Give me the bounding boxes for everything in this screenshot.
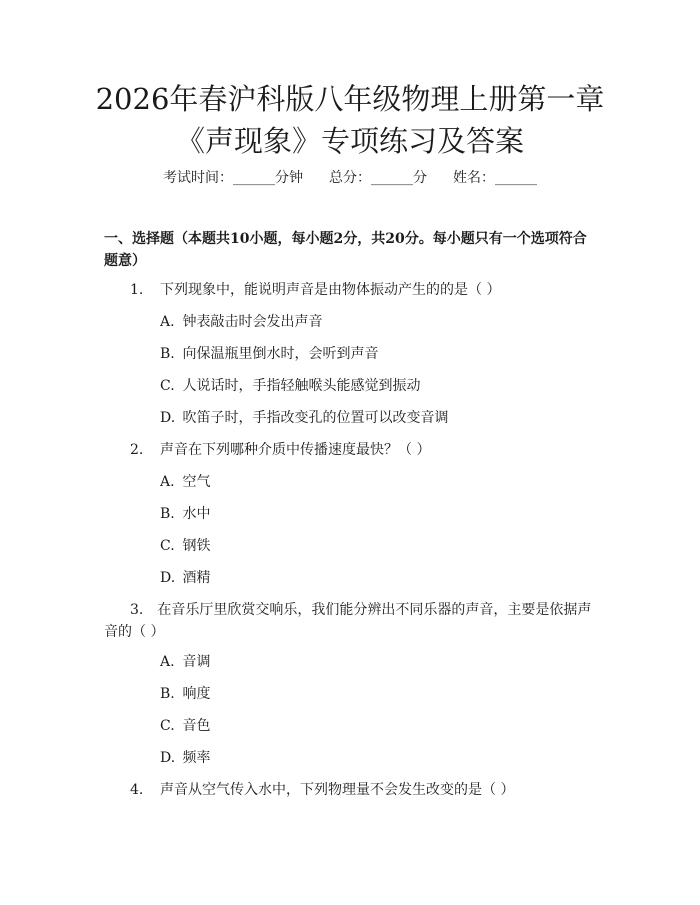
document-title: 2026年春沪科版八年级物理上册第一章《声现象》专项练习及答案 (95, 82, 605, 158)
question-number: 4. (130, 782, 144, 798)
question-text: 声音在下列哪种介质中传播速度最快？（ ） (160, 442, 431, 458)
question-text: 3. 在音乐厅里欣赏交响乐，我们能分辨出不同乐器的声音，主要是依据声音的（ ） (104, 602, 592, 640)
question-text: 声音从空气传入水中，下列物理量不会发生改变的是（ ） (160, 782, 515, 798)
option-d: D. 吹笛子时，手指改变孔的位置可以改变音调 (160, 410, 449, 426)
exam-score: 总分：______分 (329, 170, 427, 186)
exam-meta (0, 168, 700, 188)
option-c: C. 音色 (160, 718, 211, 734)
option-b: B. 响度 (160, 686, 211, 702)
section-header: 一、选择题（本题共10小题，每小题2分，共20分。每小题只有一个选项符合题意） (104, 231, 587, 269)
option-b: B. 向保温瓶里倒水时，会听到声音 (160, 346, 379, 362)
exam-time: 考试时间：______分钟 (163, 170, 303, 186)
exam-name: 姓名：______ (453, 170, 537, 186)
option-c: C. 钢铁 (160, 538, 211, 554)
question-number: 2. (130, 442, 144, 458)
option-a: A. 音调 (160, 654, 211, 670)
option-a: A. 空气 (160, 474, 211, 490)
option-d: D. 酒精 (160, 570, 211, 586)
option-b: B. 水中 (160, 506, 211, 522)
question-text: 下列现象中，能说明声音是由物体振动产生的的是（ ） (160, 282, 501, 298)
option-c: C. 人说话时，手指轻触喉头能感觉到振动 (160, 378, 421, 394)
question-number: 1. (130, 282, 144, 298)
option-d: D. 频率 (160, 750, 211, 766)
option-a: A. 钟表敲击时会发出声音 (160, 314, 323, 330)
